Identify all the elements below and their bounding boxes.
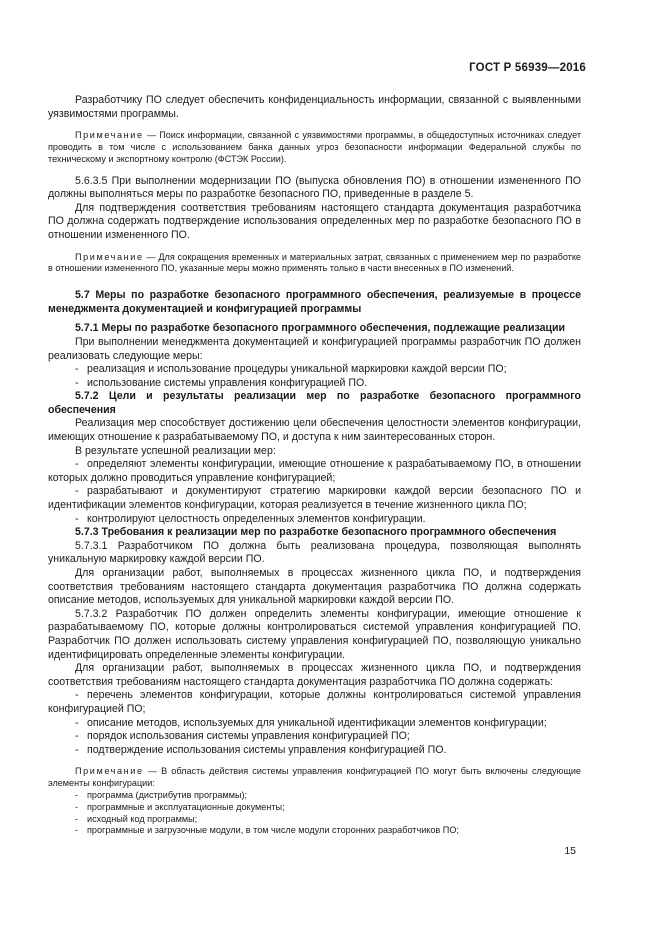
- note-list-item-text: программные и эксплуатационные документы;: [87, 801, 285, 812]
- note-1: [48, 130, 581, 165]
- list-item-text: порядок использования системы управления конфигурацией ПО;: [87, 730, 410, 743]
- note-list-item-text: программа (дистрибутив программы);: [87, 789, 248, 800]
- standard-header: ГОСТ Р 56939—2016: [469, 62, 586, 74]
- list-item-text: описание методов, используемых для уникальной идентификации элементов конфигурации;: [87, 716, 547, 729]
- list-item-text: перечень элементов конфигурации, которые должны контролироваться системой управления конфигурацией ПО;: [48, 689, 581, 715]
- note-list-item: - программные и загрузочные модули, в том числе модули сторонних разработчиков ПО;: [75, 825, 459, 836]
- list-item: - перечень элементов конфигурации, которые должны контролироваться системой управления конфигурацией ПО;: [48, 689, 581, 715]
- page-number: 15: [564, 845, 576, 857]
- list-item: - контролируют целостность определенных элементов конфигурации.: [75, 512, 426, 525]
- note-label: Примечание: [75, 130, 144, 141]
- section-heading-5-7: 5.7 Меры по разработке безопасного программного обеспечения, реализуемые в процессе менеджмента документацией и конфигурацией программы: [48, 289, 581, 315]
- list-item-text: использование системы управления конфигурацией ПО.: [87, 376, 368, 389]
- paragraph-confirmation: Для подтверждения соответствия требованиям настоящего стандарта документация разработчика ПО должна содержать подтверждение использования определенных мер по разработке безопасного ПО в отношении измененного ПО.: [48, 201, 581, 241]
- note-3: [48, 766, 581, 790]
- note-list-item: - исходный код программы;: [75, 813, 198, 824]
- list-item: - определяют элементы конфигурации, имеющие отношение к разрабатываемому ПО, в отношении которых должно проводиться управление конфигурацией;: [48, 458, 581, 484]
- note-list-item-text: программные и загрузочные модули, в том числе модули сторонних разработчиков ПО;: [87, 825, 459, 836]
- list-item-text: реализация и использование процедуры уникальной маркировки каждой версии ПО;: [87, 363, 507, 376]
- list-item: - реализация и использование процедуры уникальной маркировки каждой версии ПО;: [75, 363, 507, 376]
- list-item-text: разрабатывают и документируют стратегию маркировки каждой версии безопасного ПО и идентификации элементов конфигурации, которая реализуется в течение жизненного цикла ПО;: [48, 485, 581, 512]
- subsection-heading-5-7-2: 5.7.2 Цели и результаты реализации мер по разработке безопасного программного обеспечения: [48, 390, 581, 416]
- list-item: - порядок использования системы управления конфигурацией ПО;: [75, 730, 410, 743]
- list-item: - описание методов, используемых для уникальной идентификации элементов конфигурации;: [75, 716, 547, 729]
- page-body: [48, 94, 581, 837]
- paragraph-5-7-3-1: 5.7.3.1 Разработчиком ПО должна быть реализована процедура, позволяющая выполнять уникальную маркировку каждой версии ПО.: [48, 539, 581, 566]
- paragraph-5-7-2: Реализация мер способствует достижению цели обеспечения целостности элементов конфигурации, имеющих отношение к разрабатываемому ПО, и доступа к ним заинтересованных сторон.: [48, 417, 581, 444]
- note-label: Примечание: [75, 766, 144, 777]
- paragraph-5-7-3-1-docs: Для организации работ, выполняемых в процессах жизненного цикла ПО, и подтверждения соответствия требованиям настоящего стандарта документация разработчика ПО должна содержать описание методов, используемых для уникальной маркировки каждой версии ПО.: [48, 567, 581, 607]
- list-item: - подтверждение использования системы управления конфигурацией ПО.: [75, 743, 447, 756]
- note-text: — Поиск информации, связанной с уязвимостями программы, в общедоступных источниках следует проводить в том числе с использованием банка данных угроз безопасности информации Федеральной службы по техническому и экспортному контролю (ФСТЭК России).: [48, 130, 581, 164]
- note-label: Примечание: [75, 251, 144, 262]
- subsection-heading-5-7-3: 5.7.3 Требования к реализации мер по разработке безопасного программного обеспечения: [75, 526, 557, 539]
- note-list-item: - программа (дистрибутив программы);: [75, 789, 248, 800]
- note-list-item: - программные и эксплуатационные документы;: [75, 801, 285, 812]
- note-2: [48, 252, 581, 276]
- list-item-text: определяют элементы конфигурации, имеющие отношение к разрабатываемому ПО, в отношении которых должно проводиться управление конфигурацией;: [48, 458, 581, 484]
- subsection-heading-5-7-1: 5.7.1 Меры по разработке безопасного программного обеспечения, подлежащие реализации: [75, 322, 566, 335]
- paragraph-confidentiality: Разработчику ПО следует обеспечить конфиденциальность информации, связанной с выявленными уязвимостями программы.: [48, 94, 581, 120]
- paragraph-5-7-3-2-docs: Для организации работ, выполняемых в процессах жизненного цикла ПО, и подтверждения соответствия требованиям настоящего стандарта документация разработчика ПО должна содержать:: [48, 662, 581, 688]
- paragraph-5-7-3-2: 5.7.3.2 Разработчик ПО должен определить элементы конфигурации, имеющие отношение к разрабатываемому ПО, которые должны контролироваться системой управления конфигурацией ПО. Разработчик ПО должен использовать систему управления конфигурацией ПО, позволяющую уникально идентифицировать определенные элементы конфигурации.: [48, 607, 581, 661]
- list-item: - разрабатывают и документируют стратегию маркировки каждой версии безопасного ПО и идентификации элементов конфигурации, которая реализуется в течение жизненного цикла ПО;: [48, 485, 581, 512]
- list-item-text: подтверждение использования системы управления конфигурацией ПО.: [87, 743, 447, 756]
- list-item-text: контролируют целостность определенных элементов конфигурации.: [87, 512, 426, 525]
- note-list-item-text: исходный код программы;: [87, 813, 198, 824]
- note-text: — Для сокращения временных и материальных затрат, связанных с применением мер по разработке в отношении измененного ПО, указанные меры можно применять только в части внесенных в ПО изменений.: [48, 251, 581, 274]
- paragraph-5-6-3-5: 5.6.3.5 При выполнении модернизации ПО (выпуска обновления ПО) в отношении измененного ПО должны выполняться меры по разработке безопасного ПО, приведенные в разделе 5.: [48, 174, 581, 201]
- paragraph-5-7-1: При выполнении менеджмента документацией и конфигурацией программы разработчик ПО должен реализовать следующие меры:: [48, 335, 581, 362]
- note-text: — В область действия системы управления конфигурацией ПО могут быть включены следующие элементы конфигурации:: [48, 766, 581, 789]
- list-item: - использование системы управления конфигурацией ПО.: [75, 376, 368, 389]
- paragraph-5-7-2-result: В результате успешной реализации мер:: [75, 444, 276, 457]
